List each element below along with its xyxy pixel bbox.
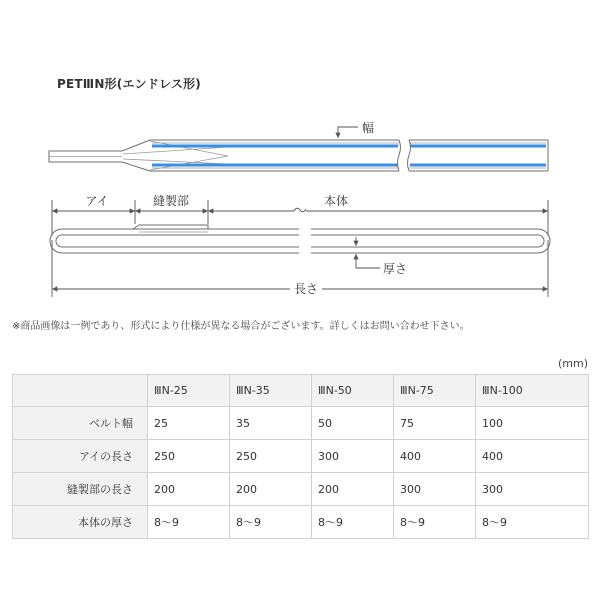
taper-bottom-edge xyxy=(122,162,150,171)
table-cell: 200 xyxy=(230,473,312,506)
model-header: ⅢN-35 xyxy=(230,375,312,407)
table-cell: 300 xyxy=(394,473,476,506)
width-label: 幅 xyxy=(362,121,375,135)
model-header: ⅢN-75 xyxy=(394,375,476,407)
table-cell: 75 xyxy=(394,407,476,440)
table-row xyxy=(13,506,589,539)
table-cell: 300 xyxy=(312,440,394,473)
thickness-callout xyxy=(356,237,407,276)
table-row xyxy=(13,440,589,473)
loop-inner-right xyxy=(311,235,544,247)
row-label: 本体の厚さ xyxy=(13,506,148,539)
table-cell: 200 xyxy=(312,473,394,506)
model-header: ⅢN-100 xyxy=(476,375,589,407)
band-top-view xyxy=(49,120,548,171)
table-header-row xyxy=(13,375,589,407)
table-cell: 8〜9 xyxy=(394,506,476,539)
row-label: 縫製部の長さ xyxy=(13,473,148,506)
row-label: アイの長さ xyxy=(13,440,148,473)
table-cell: 250 xyxy=(230,440,312,473)
row-label: ベルト幅 xyxy=(13,407,148,440)
sewing-label: 縫製部 xyxy=(152,194,190,208)
table-cell: 400 xyxy=(476,440,589,473)
taper-top-edge xyxy=(122,140,150,151)
table-cell: 25 xyxy=(148,407,230,440)
loop-outer-left xyxy=(50,229,299,253)
model-header: ⅢN-50 xyxy=(312,375,394,407)
table-cell: 250 xyxy=(148,440,230,473)
table-cell: 35 xyxy=(230,407,312,440)
table-cell: 8〜9 xyxy=(230,506,312,539)
table-cell: 50 xyxy=(312,407,394,440)
length-dimension xyxy=(52,240,548,297)
body-label: 本体 xyxy=(323,194,349,208)
spec-table xyxy=(12,374,589,539)
disclaimer-note: ※商品画像は一例であり、形式により仕様が異なる場合がございます。詳しくはお問い合わせ下さい。 xyxy=(12,321,470,332)
eye-label: アイ xyxy=(85,194,109,208)
table-row xyxy=(13,407,589,440)
dimension-break-mark xyxy=(294,208,306,212)
length-label: 長さ xyxy=(293,282,319,296)
table-cell: 8〜9 xyxy=(148,506,230,539)
segment-dimensions xyxy=(52,193,548,236)
width-leader-line xyxy=(338,127,358,138)
table-cell: 400 xyxy=(394,440,476,473)
page-title: PETⅢN形(エンドレス形) xyxy=(57,77,201,91)
sewn-overlap-outline xyxy=(133,225,208,229)
thickness-label: 厚さ xyxy=(383,262,408,276)
loop-outer-right xyxy=(311,229,550,253)
loop-inner-left xyxy=(56,235,299,247)
model-header: ⅢN-25 xyxy=(148,375,230,407)
table-cell: 100 xyxy=(476,407,589,440)
table-cell: 8〜9 xyxy=(476,506,589,539)
fold-line-bottom xyxy=(123,159,228,164)
table-cell: 200 xyxy=(148,473,230,506)
unit-label: (mm) xyxy=(557,357,588,370)
table-row xyxy=(13,473,589,506)
thickness-leader-line xyxy=(356,262,380,268)
loop-side-view xyxy=(50,225,550,253)
table-corner-cell xyxy=(13,375,148,407)
table-cell: 300 xyxy=(476,473,589,506)
table-cell: 8〜9 xyxy=(312,506,394,539)
